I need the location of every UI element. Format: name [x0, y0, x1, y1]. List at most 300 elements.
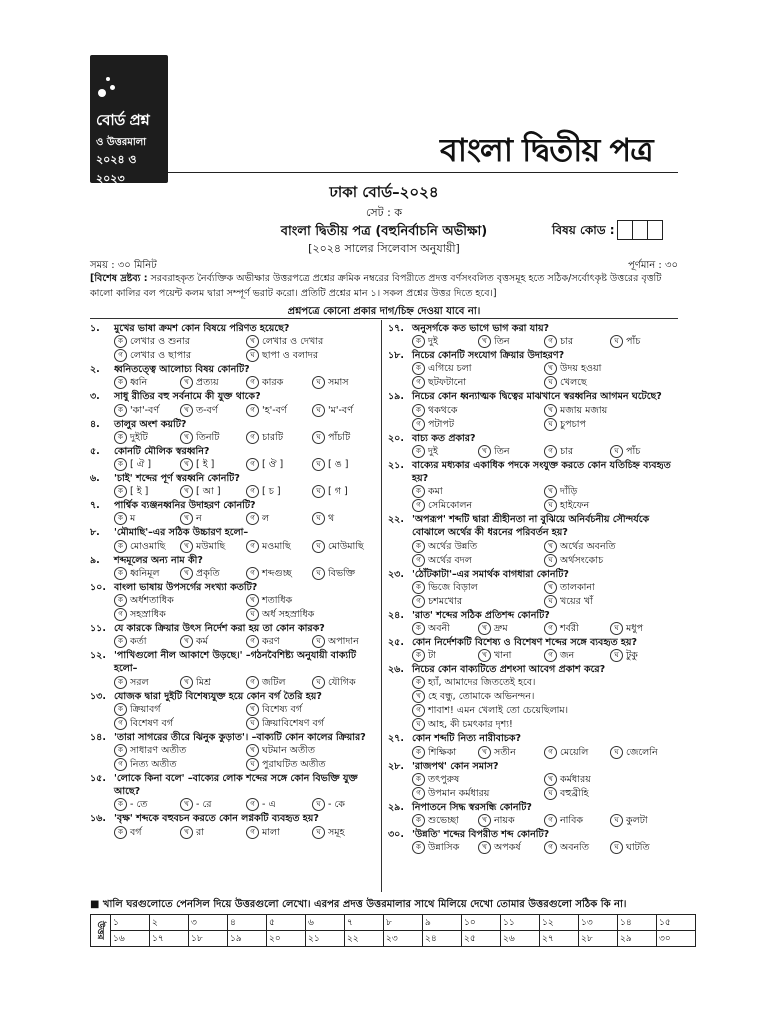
option-circle-icon: ঘ — [312, 635, 325, 648]
answer-option[interactable] — [412, 814, 478, 828]
answer-cell[interactable]: ১ — [111, 915, 150, 931]
answer-option[interactable] — [246, 635, 312, 649]
answer-option[interactable] — [246, 349, 378, 363]
option-circle-icon: খ — [478, 814, 491, 827]
answer-option[interactable] — [114, 485, 180, 499]
answer-grid — [90, 914, 696, 947]
answer-option[interactable] — [412, 540, 544, 554]
answer-cell[interactable]: ৭ — [345, 915, 384, 931]
option-circle-icon: খ — [180, 376, 193, 389]
question-item — [388, 349, 676, 390]
question-number: ৩০. — [388, 829, 404, 841]
answer-option[interactable] — [180, 431, 246, 445]
option-circle-icon: ক — [114, 594, 127, 607]
answer-option[interactable] — [246, 608, 378, 622]
answer-option[interactable] — [114, 758, 246, 772]
answer-cell[interactable]: ২ — [150, 915, 189, 931]
question-text: 'তারা সাগরের তীরে ঝিনুক কুড়াত'। –বাক্যটি কোন কালের ক্রিয়ার? — [114, 731, 366, 743]
option-circle-icon: ক — [412, 485, 425, 498]
question-number: ২৪. — [388, 609, 404, 621]
option-circle-icon: গ — [412, 554, 425, 567]
answer-cell[interactable]: ২৮ — [579, 931, 618, 947]
option-list — [412, 362, 676, 390]
option-list — [412, 540, 676, 568]
answer-option[interactable] — [312, 404, 378, 418]
answer-option[interactable] — [412, 773, 544, 787]
option-text: ধ্বনি — [130, 377, 148, 389]
answer-option[interactable] — [312, 798, 378, 812]
answer-option[interactable] — [610, 622, 676, 636]
answer-option[interactable] — [544, 773, 676, 787]
answer-option[interactable] — [180, 567, 246, 581]
option-list — [114, 676, 378, 690]
question-number: ১৮. — [388, 350, 404, 362]
option-text: দ্রুম — [494, 623, 508, 635]
answer-option[interactable] — [610, 746, 676, 760]
answer-option[interactable] — [610, 649, 676, 663]
option-circle-icon: গ — [246, 635, 259, 648]
badge-subtitle: ও উত্তরমালা — [96, 137, 147, 148]
option-text: ল — [262, 513, 270, 525]
answer-option[interactable] — [544, 746, 610, 760]
answer-cell[interactable]: ১৭ — [150, 931, 189, 947]
question-item — [90, 622, 378, 649]
answer-cell[interactable]: ১৪ — [618, 915, 657, 931]
question-text: নিপাতনে সিদ্ধ স্বরসন্ধি কোনটি? — [412, 801, 532, 813]
answer-option[interactable] — [412, 499, 544, 513]
option-circle-icon: ক — [412, 362, 425, 375]
option-text: নায়ক — [494, 815, 515, 827]
option-text: চশমখোর — [428, 595, 463, 607]
answer-option[interactable] — [412, 690, 676, 704]
option-circle-icon: গ — [246, 567, 259, 580]
answer-option[interactable] — [246, 431, 312, 445]
code-box[interactable] — [617, 220, 633, 240]
question-text: নিচের কোন বাক্যটিতে প্রশংসা আবেগ প্রকাশ করে? — [412, 664, 606, 676]
answer-option[interactable] — [114, 404, 180, 418]
answer-cell[interactable]: ২৪ — [423, 931, 462, 947]
answer-option[interactable] — [544, 554, 676, 568]
answer-cell[interactable]: ২৭ — [540, 931, 579, 947]
option-circle-icon: ঘ — [610, 814, 623, 827]
answer-option[interactable] — [544, 362, 676, 376]
special-note-heading: [বিশেষ দ্রষ্টব্য : — [90, 273, 148, 284]
code-box[interactable] — [632, 220, 648, 240]
option-circle-icon: ক — [114, 335, 127, 348]
question-number: ২৮. — [388, 760, 404, 772]
answer-option[interactable] — [246, 458, 312, 472]
answer-option[interactable] — [544, 404, 676, 418]
option-text: ক্রিয়াবর্গ — [130, 703, 161, 715]
answer-option[interactable] — [180, 485, 246, 499]
answer-option[interactable] — [412, 787, 544, 801]
answer-option[interactable] — [246, 540, 312, 554]
answer-option[interactable] — [114, 512, 180, 526]
option-list — [114, 335, 378, 363]
option-list — [412, 404, 676, 432]
question-text: মুখের ভাষা ক্রমশ কোন বিষয়ে পরিণত হয়েছে? — [114, 323, 290, 334]
set-label: সেট : ক — [365, 206, 403, 219]
answer-cell[interactable]: ১৮ — [189, 931, 228, 947]
option-text: এগিয়ে চলা — [428, 363, 472, 375]
option-text: - এ — [262, 799, 276, 811]
answer-option[interactable] — [478, 814, 544, 828]
answer-option[interactable] — [180, 404, 246, 418]
answer-option[interactable] — [478, 622, 544, 636]
answer-option[interactable] — [312, 676, 378, 690]
answer-option[interactable] — [412, 362, 544, 376]
option-circle-icon: ঘ — [312, 512, 325, 525]
option-circle-icon: ঘ — [544, 554, 557, 567]
answer-option[interactable] — [312, 376, 378, 390]
answer-option[interactable] — [544, 581, 676, 595]
option-circle-icon: ঘ — [312, 376, 325, 389]
option-circle-icon: ঘ — [610, 335, 623, 348]
option-text: সহস্রাধিক — [130, 609, 166, 621]
answer-option[interactable] — [246, 676, 312, 690]
answer-option[interactable] — [114, 458, 180, 472]
answer-cell[interactable]: ২২ — [345, 931, 384, 947]
question-number: ২. — [90, 364, 100, 376]
answer-option[interactable] — [180, 540, 246, 554]
answer-option[interactable] — [610, 445, 676, 459]
question-text: 'রাত' শব্দের সঠিক প্রতিশব্দ কোনটি? — [412, 609, 550, 621]
answer-option[interactable] — [114, 594, 246, 608]
option-text: কর্মধারয় — [560, 773, 591, 785]
answer-option[interactable] — [478, 649, 544, 663]
answer-option[interactable] — [544, 445, 610, 459]
option-circle-icon: খ — [544, 581, 557, 594]
option-circle-icon: গ — [412, 704, 425, 717]
option-list — [114, 798, 378, 812]
question-text: যে কারকে ক্রিয়ার উৎস নির্দেশ করা হয় তা কোন কারক? — [114, 623, 325, 635]
option-circle-icon: খ — [180, 798, 193, 811]
answer-instruction: ■ খালি ঘরগুলোতে পেনসিল দিয়ে উত্তরগুলো লেখো। এরপর প্রদত্ত উত্তরমালার সাথে মিলিয়ে দেখো তোমার উত্তরগুলো সঠিক কি না। — [90, 899, 627, 910]
answer-cell[interactable]: ৫ — [267, 915, 306, 931]
answer-option[interactable] — [180, 512, 246, 526]
question-text: 'বৃক্ষ' শব্দকে বহুবচন করতে কোন লগ্নকটি ব্যবহৃত হয়? — [114, 813, 319, 825]
answer-option[interactable] — [246, 826, 312, 840]
option-text: তিন — [494, 445, 510, 457]
answer-option[interactable] — [246, 717, 378, 731]
answer-option[interactable] — [412, 418, 544, 432]
option-text: তিন — [494, 336, 510, 348]
option-circle-icon: গ — [544, 335, 557, 348]
answer-option[interactable] — [544, 335, 610, 349]
question-item — [388, 760, 676, 801]
answer-option[interactable] — [610, 814, 676, 828]
option-text: পাঁচ — [626, 445, 641, 457]
option-circle-icon: ক — [114, 744, 127, 757]
answer-option[interactable] — [114, 608, 246, 622]
answer-cell[interactable]: ২০ — [267, 931, 306, 947]
option-circle-icon: খ — [544, 404, 557, 417]
answer-option[interactable] — [312, 458, 378, 472]
answer-option[interactable] — [544, 540, 676, 554]
answer-option[interactable] — [412, 676, 676, 690]
option-text: ঘটমান অতীত — [262, 745, 315, 757]
option-circle-icon: খ — [246, 335, 259, 348]
answer-option[interactable] — [412, 841, 478, 855]
question-item — [90, 390, 378, 417]
option-circle-icon: ঘ — [312, 798, 325, 811]
answer-option[interactable] — [114, 703, 246, 717]
question-text: সাধু রীতির বহু সর্বনামে কী যুক্ত থাকে? — [114, 391, 261, 403]
answer-option[interactable] — [412, 554, 544, 568]
answer-option[interactable] — [412, 649, 478, 663]
subject-code-boxes[interactable] — [618, 220, 663, 240]
full-marks-label: পূর্ণমান : ৩০ — [628, 260, 678, 271]
option-text: বিভক্তি — [328, 567, 356, 579]
option-text: প্রকৃতি — [196, 567, 220, 579]
option-circle-icon: গ — [246, 676, 259, 689]
answer-option[interactable] — [412, 485, 544, 499]
option-text: করণ — [262, 636, 280, 648]
option-text: টুকু — [626, 650, 638, 662]
option-circle-icon: ঘ — [312, 485, 325, 498]
option-circle-icon: ঘ — [544, 595, 557, 608]
answer-cell[interactable]: ১৯ — [228, 931, 267, 947]
option-text: লেখার ও শুনার — [130, 336, 191, 348]
answer-option[interactable] — [114, 826, 180, 840]
answer-option[interactable] — [114, 540, 180, 554]
answer-option[interactable] — [412, 704, 676, 718]
option-text: তৎপুরুষ — [428, 773, 460, 785]
answer-option[interactable] — [312, 635, 378, 649]
answer-option[interactable] — [246, 512, 312, 526]
answer-option[interactable] — [246, 485, 312, 499]
option-text: মউমাছি — [196, 540, 226, 552]
answer-option[interactable] — [312, 431, 378, 445]
option-circle-icon: খ — [180, 431, 193, 444]
questions-top-rule — [90, 318, 678, 319]
option-circle-icon: ক — [114, 567, 127, 580]
answer-option[interactable] — [246, 798, 312, 812]
answer-option[interactable] — [544, 376, 676, 390]
question-item — [90, 649, 378, 689]
option-list — [412, 841, 676, 855]
answer-option[interactable] — [412, 595, 544, 609]
option-text: - রে — [196, 799, 212, 811]
question-text: নিচের কোন ধ্বন্যাত্মক দ্বিত্বের মাঝখানে স্বরধ্বনির আগমন ঘটেছে? — [412, 391, 662, 403]
answer-option[interactable] — [114, 676, 180, 690]
answer-option[interactable] — [412, 581, 544, 595]
question-text: 'মৌমাছি'–এর সঠিক উচ্চারণ হলো– — [114, 527, 249, 539]
answer-option[interactable] — [412, 376, 544, 390]
question-item — [388, 801, 676, 828]
answer-option[interactable] — [312, 485, 378, 499]
answer-option[interactable] — [478, 445, 544, 459]
option-circle-icon: ঘ — [544, 418, 557, 431]
answer-option[interactable] — [478, 841, 544, 855]
answer-option[interactable] — [312, 512, 378, 526]
answer-option[interactable] — [478, 335, 544, 349]
option-text: শব্দগুচ্ছ — [262, 567, 292, 579]
answer-cell[interactable]: ৮ — [384, 915, 423, 931]
answer-option[interactable] — [180, 826, 246, 840]
answer-cell[interactable]: ১৫ — [657, 915, 696, 931]
option-text: জেলেনি — [626, 746, 658, 758]
question-text: পার্শ্বিক ব্যঞ্জনধ্বনির উদাহরণ কোনটি? — [114, 500, 256, 512]
answer-cell[interactable]: ২৯ — [618, 931, 657, 947]
questions-left-column — [90, 322, 378, 840]
option-circle-icon: গ — [544, 746, 557, 759]
option-circle-icon: গ — [412, 418, 425, 431]
question-text: 'ঠোঁটকাটা'–এর সমার্থক বাগধারা কোনটি? — [412, 568, 569, 580]
answer-option[interactable] — [246, 376, 312, 390]
question-item — [90, 472, 378, 499]
option-circle-icon: খ — [478, 445, 491, 458]
answer-option[interactable] — [246, 758, 378, 772]
answer-option[interactable] — [544, 814, 610, 828]
answer-option[interactable] — [246, 335, 378, 349]
option-circle-icon: খ — [544, 362, 557, 375]
answer-option[interactable] — [114, 376, 180, 390]
answer-option[interactable] — [412, 335, 478, 349]
answer-option[interactable] — [544, 841, 610, 855]
answer-option[interactable] — [544, 787, 676, 801]
option-text: ন — [196, 513, 202, 525]
option-text: সরল — [130, 676, 149, 688]
option-text: দুই — [428, 336, 438, 348]
answer-option[interactable] — [412, 718, 676, 732]
option-circle-icon: খ — [478, 622, 491, 635]
option-text: সমাস — [328, 377, 349, 389]
option-text: মধুপ — [626, 623, 644, 635]
option-circle-icon: খ — [246, 703, 259, 716]
answer-option[interactable] — [114, 717, 246, 731]
option-text: অবনী — [428, 623, 450, 635]
option-circle-icon: ক — [114, 676, 127, 689]
question-item — [388, 568, 676, 609]
question-number: ১৬. — [90, 813, 106, 825]
option-text: শিক্ষিকা — [428, 746, 457, 758]
answer-option[interactable] — [180, 676, 246, 690]
option-list — [114, 826, 378, 840]
question-text: 'চাই' শব্দের পূর্ণ স্বরধ্বনি কোনটি? — [114, 473, 240, 485]
answer-cell[interactable]: ২১ — [306, 931, 345, 947]
question-number: ২৭. — [388, 733, 404, 745]
option-text: 'ম'-বর্ণ — [328, 404, 353, 416]
option-text: লেখার ও দেখার — [262, 336, 324, 348]
option-circle-icon: ঘ — [610, 445, 623, 458]
answer-option[interactable] — [180, 376, 246, 390]
answer-cell[interactable]: ২৩ — [384, 931, 423, 947]
question-number: ২৩. — [388, 568, 404, 580]
answer-option[interactable] — [246, 404, 312, 418]
option-text: থ — [328, 513, 335, 525]
answer-option[interactable] — [412, 404, 544, 418]
answer-option[interactable] — [544, 649, 610, 663]
answer-option[interactable] — [246, 703, 378, 717]
option-text: কারক — [262, 377, 284, 389]
option-list — [114, 594, 378, 622]
badge-years: ২০২৪ ও ২০২৩ — [96, 153, 137, 185]
answer-option[interactable] — [412, 622, 478, 636]
answer-option[interactable] — [544, 499, 676, 513]
code-box[interactable] — [647, 220, 663, 240]
option-circle-icon: ঘ — [312, 826, 325, 839]
answer-cell[interactable]: ২৫ — [462, 931, 501, 947]
answer-option[interactable] — [544, 418, 676, 432]
answer-option[interactable] — [544, 595, 676, 609]
option-text: ভিজে বিড়াল — [428, 581, 478, 593]
answer-cell[interactable]: ৬ — [306, 915, 345, 931]
answer-cell[interactable]: ৩০ — [657, 931, 696, 947]
answer-option[interactable] — [312, 567, 378, 581]
answer-cell[interactable]: ৪ — [228, 915, 267, 931]
question-text: কোনটি মৌলিক স্বরধ্বনি? — [114, 445, 210, 457]
option-text: ছাপা ও বলাদর — [262, 350, 319, 362]
option-circle-icon: খ — [246, 594, 259, 607]
answer-option[interactable] — [412, 746, 478, 760]
answer-cell[interactable]: ১৬ — [111, 931, 150, 947]
option-text: চার — [560, 445, 574, 457]
answer-cell[interactable]: ১০ — [462, 915, 501, 931]
answer-option[interactable] — [114, 431, 180, 445]
answer-option[interactable] — [544, 622, 610, 636]
answer-cell[interactable]: ১১ — [501, 915, 540, 931]
option-text: অর্থের বদল — [428, 554, 472, 566]
question-number: ১৪. — [90, 731, 106, 743]
question-item — [90, 499, 378, 526]
option-text: দাঁড়ি — [560, 486, 578, 498]
answer-option[interactable] — [246, 567, 312, 581]
option-circle-icon: ক — [114, 404, 127, 417]
question-item — [90, 772, 378, 812]
answer-option[interactable] — [180, 798, 246, 812]
answer-option[interactable] — [114, 335, 246, 349]
answer-option[interactable] — [246, 594, 378, 608]
option-circle-icon: ক — [412, 676, 425, 689]
answer-cell[interactable]: ৩ — [189, 915, 228, 931]
answer-cell[interactable]: ১৩ — [579, 915, 618, 931]
answer-option[interactable] — [412, 445, 478, 459]
option-circle-icon: ঘ — [312, 404, 325, 417]
answer-option[interactable] — [544, 485, 676, 499]
answer-option[interactable] — [478, 746, 544, 760]
option-list — [114, 485, 378, 499]
option-text: শতাধিক — [262, 595, 293, 607]
answer-option[interactable] — [114, 349, 246, 363]
answer-option[interactable] — [114, 567, 180, 581]
subject-code-label: বিষয় কোড : — [552, 223, 615, 237]
answer-option[interactable] — [610, 335, 676, 349]
answer-option[interactable] — [246, 744, 378, 758]
answer-option[interactable] — [114, 635, 180, 649]
answer-option[interactable] — [114, 798, 180, 812]
badge-title: বোর্ড প্রশ্ন — [96, 111, 150, 129]
option-circle-icon: খ — [180, 826, 193, 839]
answer-option[interactable] — [312, 826, 378, 840]
answer-option[interactable] — [180, 635, 246, 649]
question-text: বাচ্য কত প্রকার? — [412, 432, 476, 444]
option-list — [114, 744, 378, 772]
question-item — [90, 363, 378, 390]
answer-cell[interactable]: ২৬ — [501, 931, 540, 947]
option-circle-icon: ঘ — [312, 567, 325, 580]
answer-cell[interactable]: ১২ — [540, 915, 579, 931]
option-text: পুরাঘটিত অতীত — [262, 759, 326, 771]
answer-option[interactable] — [180, 458, 246, 472]
answer-option[interactable] — [610, 841, 676, 855]
answer-cell[interactable]: ৯ — [423, 915, 462, 931]
option-text: অর্থের উন্নতি — [428, 540, 478, 552]
option-text: কমা — [428, 486, 443, 498]
answer-option[interactable] — [114, 744, 246, 758]
option-circle-icon: ক — [412, 814, 425, 827]
answer-option[interactable] — [312, 540, 378, 554]
